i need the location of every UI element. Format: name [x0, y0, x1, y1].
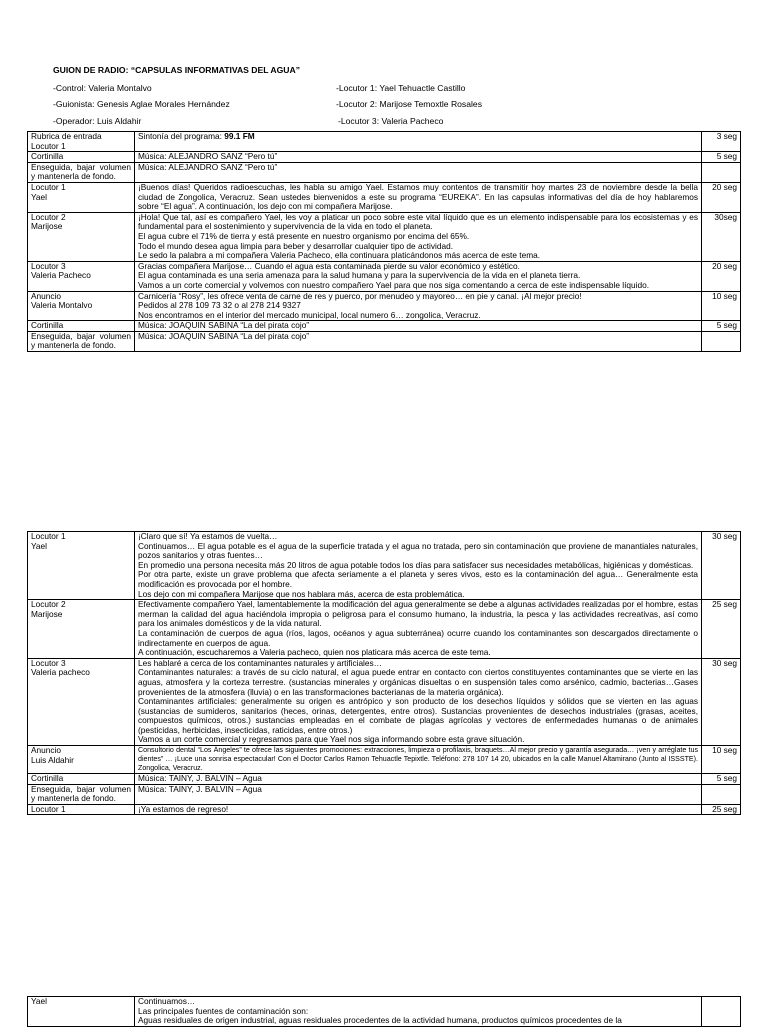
- role-label: Yael: [31, 996, 47, 1006]
- script-row: [28, 784, 741, 804]
- duration-cell: [702, 658, 741, 745]
- role-label: Anuncio: [31, 291, 61, 301]
- script-text-cell: [135, 804, 702, 815]
- script-text-cell: [135, 331, 702, 351]
- script-row: [28, 291, 741, 321]
- script-text-cell: [135, 746, 702, 774]
- script-text-cell: [135, 261, 702, 291]
- script-text-cell: [135, 784, 702, 804]
- script-text: Contaminantes artificiales: generalmente su origen es antrópico y son producto de los desechos líquidos y sólidos que se vierten en las aguas (sustancias de sumideros, sanitarios (heces, orinas, detergentes, entre otros). Sustancias provenientes de desechos industriales (grasas, aceites, compuestos químicos, otros.) sustancias empleadas en el combate de plagas agrícolas y vectores de enfermedades humanas o de animales (pesticidas, herbicidas, insecticidas, raticidas, entre otros.): [138, 696, 698, 735]
- duration-value: 25 seg: [712, 599, 737, 610]
- script-text: Contaminantes naturales: a través de su ciclo natural, el agua puede entrar en contacto con ciertos constituyentes contaminantes que se vierte en las aguas, atmosfera y la corteza terrestre. (sustancias minerales y orgánicas disueltas o en suspensión tales como arsénico, cadmio, bacterias…Gases provenientes de la atmosfera (lluvia) o en las transformaciones bacterianas de la materia orgánica).: [138, 667, 698, 697]
- role-label: Locutor 1: [31, 140, 66, 151]
- script-text: A continuación, escucharemos a Valeria pacheco, quien nos platicara más acerca de este tema.: [138, 647, 491, 658]
- script-row: [28, 658, 741, 745]
- frequency-value: 99.1 FM: [224, 131, 255, 141]
- role-cell: [28, 182, 135, 212]
- credit-control: -Control: Valeria Montalvo: [53, 83, 152, 93]
- script-row: [28, 331, 741, 351]
- script-text-cell: [135, 291, 702, 321]
- script-row: [28, 532, 741, 600]
- script-text: Música: ALEJANDRO SANZ “Pero tú”: [138, 162, 278, 172]
- script-table-1: [27, 131, 741, 352]
- role-cell: [28, 162, 135, 182]
- script-table-3: [27, 996, 741, 1027]
- role-label: Locutor 1: [31, 804, 66, 814]
- duration-value: 5 seg: [716, 320, 737, 331]
- script-text: Nos encontramos en el interior del mercado municipal, local numero 6… zongolica, Veracruz.: [138, 309, 481, 320]
- duration-value: 10 seg: [712, 745, 737, 756]
- role-label: Cortinilla: [31, 773, 64, 784]
- duration-value: 30 seg: [712, 531, 737, 541]
- script-row: [28, 774, 741, 785]
- script-text: Carnicería “Rosy”, les ofrece venta de carne de res y puerco, por menudeo y mayoreo… en pie y canal. ¡Al mejor precio!: [138, 291, 582, 301]
- script-row: [28, 804, 741, 815]
- script-text: ¡Claro que sí! Ya estamos de vuelta…: [138, 531, 278, 541]
- role-label: Enseguida, bajar volumen y mantenerla de fondo.: [31, 162, 131, 182]
- script-text-cell: [135, 182, 702, 212]
- script-row: [28, 600, 741, 659]
- role-label: Valeria pacheco: [31, 667, 90, 678]
- role-cell: [28, 784, 135, 804]
- duration-cell: [702, 162, 741, 182]
- role-label: Luis Aldahir: [31, 754, 74, 765]
- script-text-cell: [135, 658, 702, 745]
- duration-cell: [702, 804, 741, 815]
- duration-cell: [702, 132, 741, 152]
- script-text: Continuamos…: [138, 996, 196, 1006]
- script-text: ¡Buenos días! Queridos radioescuchas, les habla su amigo Yael. Estamos muy contentos de transmitir hoy martes 23 de noviembre desde la bella ciudad de Zongolica, Veracruz. Sean ustedes bienvenidos a este su programa “EUREKA”. En las capsulas informativas del día de hoy hablaremos sobre “El agua”. A continuación, los dejo con mi compañera Marijose.: [138, 182, 698, 212]
- duration-value: 5 seg: [716, 151, 737, 162]
- credit-announcer-1: -Locutor 1: Yael Tehuactle Castillo: [336, 83, 466, 93]
- role-cell: [28, 212, 135, 261]
- script-text: ¡Ya estamos de regreso!: [138, 804, 229, 814]
- role-label: Marijose: [31, 221, 63, 232]
- role-cell: [28, 746, 135, 774]
- script-text: Les hablaré a cerca de los contaminantes naturales y artificiales…: [138, 658, 382, 668]
- role-cell: [28, 600, 135, 659]
- script-text: El agua cubre el 71% de tierra y está presente en nuestro organismo por encima del 65%.: [138, 230, 470, 241]
- duration-cell: [702, 331, 741, 351]
- script-text-cell: [135, 152, 702, 163]
- duration-cell: [702, 152, 741, 163]
- script-text: Música: TAINY, J. BALVIN – Agua: [138, 773, 262, 784]
- script-text: Consultorio dental “Los Ángeles” te ofrece las siguientes promociones: extracciones, limpieza o profilaxis, braquets…Al mejor precio y garantía asegurada… ¡ven y arréglate tus dientes” … ¡Luce una sonrisa espectacular! Con el Doctor Carlos Ramon Tehuactle Tepixtle. Teléfono: 278 107 14 20, ubicados en la calle Manuel Altamirano (Junto al ISSSTE). Zongolica, Veracruz.: [138, 746, 698, 773]
- role-cell: [28, 291, 135, 321]
- role-cell: [28, 658, 135, 745]
- script-text-cell: [135, 997, 702, 1027]
- script-text-cell: [135, 321, 702, 332]
- duration-cell: [702, 600, 741, 659]
- script-text: Pedidos al 278 109 73 32 o al 278 214 9327: [138, 300, 301, 311]
- duration-value: 10 seg: [712, 291, 737, 301]
- script-text: Vamos a un corte comercial y volvemos con nuestro compañero Yael para que nos siga comentando a cerca de este indispensable líquido.: [138, 279, 650, 290]
- duration-cell: [702, 321, 741, 332]
- script-row: [28, 162, 741, 182]
- role-label: Locutor 2: [31, 599, 66, 610]
- duration-value: 3 seg: [716, 131, 737, 141]
- script-text: Los dejo con mi compañera Marijose que nos hablara más, acerca de esta problemática.: [138, 588, 465, 599]
- role-label: Rubrica de entrada: [31, 131, 102, 141]
- script-text-cell: [135, 774, 702, 785]
- role-label: Locutor 1: [31, 531, 66, 541]
- script-text: Aguas residuales de origen industrial, aguas residuales procedentes de la actividad humana, productos químicos procedentes de la: [138, 1015, 622, 1026]
- role-label: Locutor 3: [31, 658, 66, 668]
- duration-cell: [702, 261, 741, 291]
- duration-cell: [702, 212, 741, 261]
- script-text-cell: [135, 132, 702, 152]
- duration-value: 30seg: [714, 212, 737, 222]
- role-label: Locutor 3: [31, 261, 66, 271]
- script-row: [28, 132, 741, 152]
- script-text-cell: [135, 212, 702, 261]
- duration-value: 25 seg: [712, 804, 737, 814]
- script-text: Gracias compañera Marijose… Cuando el agua esta contaminada pierde su valor económico y estético.: [138, 261, 520, 271]
- script-row: [28, 182, 741, 212]
- role-label: Valeria Montalvo: [31, 300, 93, 311]
- duration-cell: [702, 774, 741, 785]
- credit-operator: -Operador: Luis Aldahir: [53, 116, 142, 126]
- script-text: Las principales fuentes de contaminación son:: [138, 1005, 309, 1016]
- script-text: Música: ALEJANDRO SANZ “Pero tú”: [138, 151, 278, 162]
- script-row: [28, 152, 741, 163]
- role-label: Anuncio: [31, 745, 61, 756]
- role-label: Yael: [31, 191, 47, 202]
- document-title: GUION DE RADIO: “CAPSULAS INFORMATIVAS DEL AGUA”: [53, 65, 300, 75]
- script-row: [28, 321, 741, 332]
- script-text: Vamos a un corte comercial y regresamos para que Yael nos siga informando sobre esta grave situación.: [138, 734, 525, 745]
- role-label: Locutor 2: [31, 212, 66, 222]
- script-text-cell: [135, 532, 702, 600]
- role-label: Enseguida, bajar volumen y mantenerla de fondo.: [31, 331, 131, 351]
- role-label: Enseguida, bajar volumen y mantenerla de fondo.: [31, 784, 131, 804]
- role-cell: [28, 261, 135, 291]
- script-text: Por otra parte, existe un grave problema que afecta seriamente a el planeta y seres vivos, esto es la contaminación del agua… Generalmente esta modificación es provocada por el hombre.: [138, 569, 698, 589]
- script-text: En promedio una persona necesita más 20 litros de agua potable todos los días para satisfacer sus necesidades metabólicas, higiénicas y domésticas.: [138, 559, 694, 570]
- script-row: [28, 261, 741, 291]
- duration-value: 20 seg: [712, 182, 737, 192]
- role-cell: [28, 321, 135, 332]
- script-text: Le sedo la palabra a mi compañera Valeria Pacheco, ella continuara platicándonos más acerca de este tema.: [138, 250, 541, 261]
- role-label: Yael: [31, 540, 47, 551]
- duration-cell: [702, 291, 741, 321]
- script-row: [28, 212, 741, 261]
- duration-value: 20 seg: [712, 261, 737, 271]
- script-table-2: [27, 531, 741, 815]
- duration-value: 5 seg: [716, 773, 737, 784]
- duration-cell: [702, 997, 741, 1027]
- script-text: Música: JOAQUIN SABINA “La del pirata cojo”: [138, 331, 310, 341]
- role-cell: [28, 152, 135, 163]
- script-text: Todo el mundo desea agua limpia para beber y desarrollar cualquier tipo de actividad.: [138, 240, 454, 251]
- script-row: [28, 997, 741, 1027]
- script-text: ¡Hola! Que tal, así es compañero Yael, les voy a platicar un poco sobre este vital líquido que es un elemento indispensable para los ecosistemas y es fundamental para el sostenimiento y supervivencia de la vida en todo el planeta.: [138, 212, 698, 232]
- script-text: Sintonía del programa:: [138, 131, 225, 141]
- script-text: Música: JOAQUIN SABINA “La del pirata cojo”: [138, 320, 310, 331]
- role-cell: [28, 532, 135, 600]
- credit-announcer-2: -Locutor 2: Marijose Temoxtle Rosales: [336, 99, 482, 109]
- duration-value: 30 seg: [712, 658, 737, 668]
- credit-writer: -Guionista: Genesis Aglae Morales Hernández: [53, 99, 230, 109]
- role-label: Cortinilla: [31, 151, 64, 162]
- script-text: Efectivamente compañero Yael, lamentablemente la modificación del agua generalmente se debe a algunas actividades realizadas por el hombre, estas merman la calidad del agua haciéndola impropia o peligrosa para el consumo humano, la industria, la pesca y las actividades recreativas, así como para los animales domésticos y de la vida natural.: [138, 599, 698, 629]
- script-text: Continuamos… El agua potable es el agua de la superficie tratada y el agua no tratada, pero sin contaminación que proviene de manantiales naturales, pozos sanitarios y otras fuentes…: [138, 540, 698, 561]
- script-text-cell: [135, 600, 702, 659]
- role-cell: [28, 132, 135, 152]
- script-text-cell: [135, 162, 702, 182]
- role-cell: [28, 774, 135, 785]
- role-cell: [28, 997, 135, 1027]
- duration-cell: [702, 532, 741, 600]
- credit-announcer-3: -Locutor 3: Valeria Pacheco: [338, 116, 444, 126]
- script-text: El agua contaminada es una seria amenaza para la salud humana y para la supervivencia de la vida en el planeta tierra.: [138, 270, 581, 281]
- script-text: Música: TAINY, J. BALVIN – Agua: [138, 784, 262, 794]
- role-label: Valeria Pacheco: [31, 270, 91, 281]
- script-row: [28, 746, 741, 774]
- role-cell: [28, 331, 135, 351]
- role-label: Cortinilla: [31, 320, 64, 331]
- role-cell: [28, 804, 135, 815]
- duration-cell: [702, 784, 741, 804]
- role-label: Locutor 1: [31, 182, 66, 192]
- script-text: La contaminación de cuerpos de agua (ríos, lagos, océanos y agua subterránea) ocurre cuando los contaminantes son descargados directamente o indirectamente en cuerpos de agua.: [138, 627, 698, 648]
- duration-cell: [702, 182, 741, 212]
- duration-cell: [702, 746, 741, 774]
- role-label: Marijose: [31, 608, 63, 619]
